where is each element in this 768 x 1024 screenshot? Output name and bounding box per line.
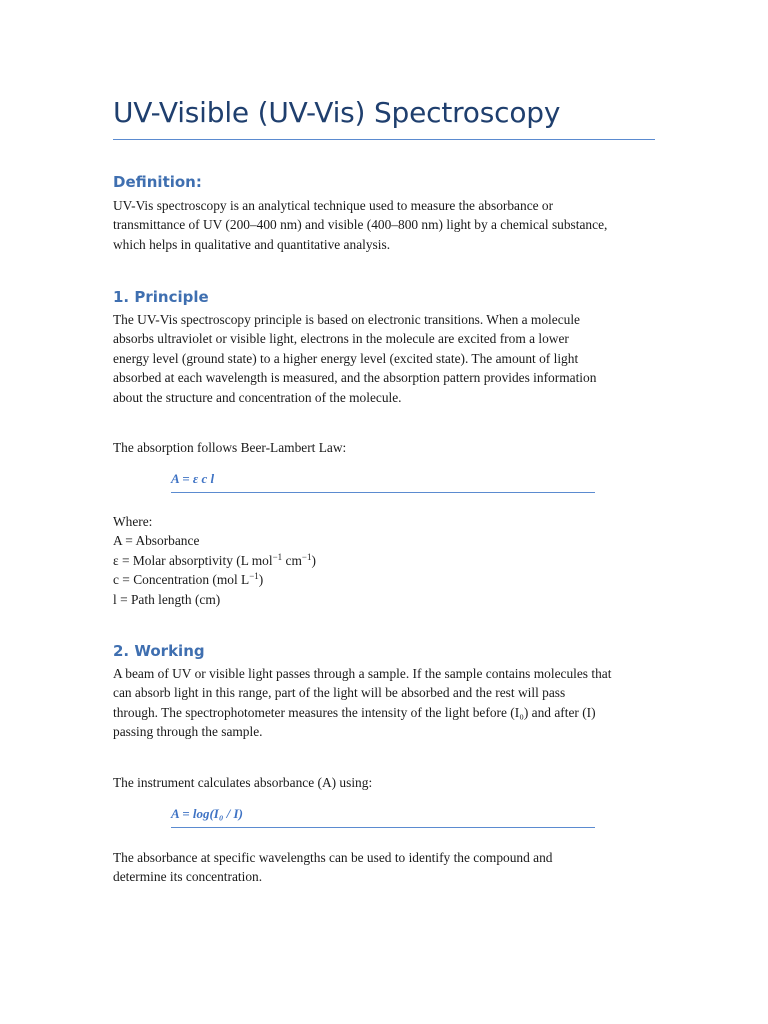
paragraph-line: absorbed at each wavelength is measured, and the absorption pattern provides information (113, 370, 597, 386)
document-title: UV-Visible (UV-Vis) Spectroscopy (113, 96, 561, 129)
definition-paragraph (113, 196, 655, 254)
paragraph-line: about the structure and concentration of the molecule. (113, 389, 402, 405)
paragraph-line: through. The spectrophotometer measures the intensity of the light before (I₀) and after (I) (113, 704, 596, 720)
beer-lambert-formula: A = ε c l (171, 470, 595, 493)
closing-paragraph (113, 848, 655, 887)
absorbance-definition: A = Absorbance (113, 533, 200, 549)
text-segment: c = Concentration (mol L (113, 572, 250, 588)
text-segment: ε = Molar absorptivity (L mol (113, 552, 273, 568)
text-segment: cm (282, 552, 302, 568)
text-segment: ) (311, 552, 316, 568)
definition-heading: Definition: (113, 173, 202, 191)
working-heading: 2. Working (113, 642, 205, 660)
absorbance-formula: A = log(I₀ / I) (171, 805, 595, 828)
molar-absorptivity-definition (113, 551, 655, 570)
paragraph-line: The absorption follows Beer-Lambert Law: (113, 440, 347, 455)
variable-definitions (113, 512, 655, 609)
paragraph-line: passing through the sample. (113, 724, 263, 740)
paragraph-line: which helps in qualitative and quantitative analysis. (113, 236, 391, 252)
path-length-definition: l = Path length (cm) (113, 591, 221, 607)
paragraph-line: A beam of UV or visible light passes through a sample. If the sample contains molecules that (113, 666, 612, 681)
text-segment: ) (258, 572, 264, 588)
concentration-definition (113, 570, 655, 589)
absorbance-calc-intro (113, 773, 655, 792)
superscript: −1 (272, 551, 283, 562)
paragraph-line: absorbs ultraviolet or visible light, electrons in the molecule are excited from a lower (113, 331, 569, 347)
paragraph-line: determine its concentration. (113, 869, 263, 885)
title-underline (113, 139, 655, 140)
paragraph-line: The instrument calculates absorbance (A) using: (113, 775, 373, 790)
principle-heading: 1. Principle (113, 288, 209, 306)
principle-paragraph (113, 310, 655, 407)
working-paragraph (113, 664, 655, 742)
paragraph-line: can absorb light in this range, part of the light will be absorbed and the rest will pass (113, 685, 566, 701)
paragraph-line: transmittance of UV (200–400 nm) and visible (400–800 nm) light by a chemical substance, (113, 217, 608, 233)
superscript: −1 (301, 551, 312, 562)
paragraph-line: The absorbance at specific wavelengths can be used to identify the compound and (113, 850, 553, 865)
superscript: −1 (249, 571, 259, 582)
beer-lambert-intro (113, 438, 655, 457)
where-label: Where: (113, 514, 153, 529)
paragraph-line: UV-Vis spectroscopy is an analytical technique used to measure the absorbance or (113, 198, 554, 213)
paragraph-line: energy level (ground state) to a higher energy level (excited state). The amount of light (113, 350, 579, 366)
paragraph-line: The UV-Vis spectroscopy principle is based on electronic transitions. When a molecule (113, 312, 580, 327)
